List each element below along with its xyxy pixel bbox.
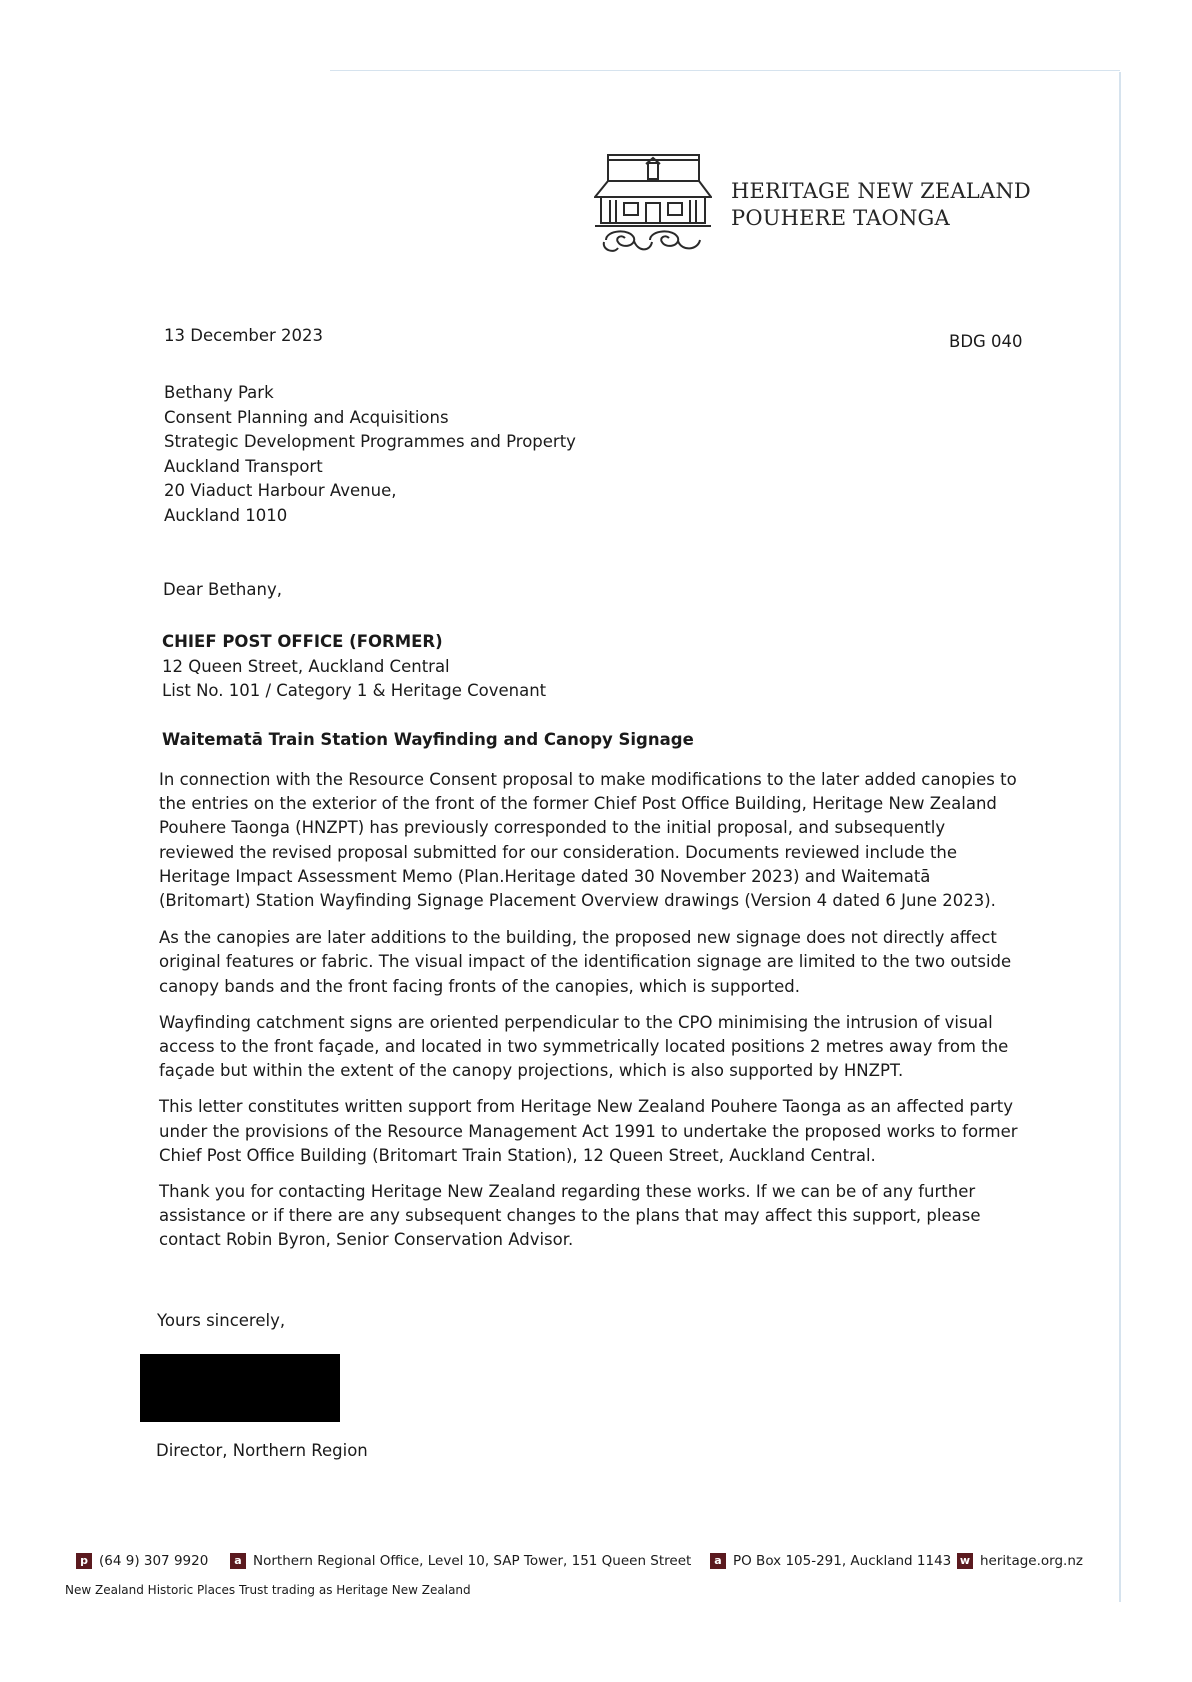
body-line: This letter constitutes written support from Heritage New Zealand Pouhere Taonga as an affected party <box>159 1097 1014 1117</box>
body-paragraph <box>159 926 1019 999</box>
recipient-line: Auckland Transport <box>164 456 323 476</box>
closing: Yours sincerely, <box>157 1311 286 1330</box>
phone-number: (64 9) 307 9920 <box>99 1553 209 1569</box>
body-line: the entries on the exterior of the front of the former Chief Post Office Building, Heritage New Zealand <box>159 794 997 814</box>
address-icon: a <box>230 1553 246 1569</box>
recipient-line: Auckland 1010 <box>164 505 288 525</box>
recipient-address <box>164 381 576 528</box>
body-paragraph <box>159 1180 1019 1253</box>
office-address: Northern Regional Office, Level 10, SAP Tower, 151 Queen Street <box>253 1553 692 1569</box>
scan-edge-top <box>330 70 1120 71</box>
phone-icon: p <box>76 1553 92 1569</box>
footer-po-box <box>710 1553 951 1569</box>
body-line: (Britomart) Station Wayfinding Signage Placement Overview drawings (Version 4 dated 6 June 2023). <box>159 891 996 911</box>
body-line: As the canopies are later additions to the building, the proposed new signage does not directly affect <box>159 928 997 948</box>
body-line: under the provisions of the Resource Management Act 1991 to undertake the proposed works to former <box>159 1121 1018 1141</box>
body-paragraph <box>159 1011 1019 1084</box>
recipient-line: Bethany Park <box>164 383 274 402</box>
property-listing: List No. 101 / Category 1 & Heritage Covenant <box>162 681 547 700</box>
body-line: Wayfinding catchment signs are oriented perpendicular to the CPO minimising the intrusion of visual <box>159 1012 993 1032</box>
recipient-line: 20 Viaduct Harbour Avenue, <box>164 481 397 500</box>
body-line: reviewed the revised proposal submitted for our consideration. Documents reviewed include the <box>159 842 958 862</box>
website: heritage.org.nz <box>980 1553 1083 1569</box>
body-line: assistance or if there are any subsequent changes to the plans that may affect this support, please <box>159 1206 981 1226</box>
letter-date: 13 December 2023 <box>164 326 324 345</box>
body-paragraph <box>159 768 1019 913</box>
body-line: access to the front façade, and located in two symmetrically located positions 2 metres away from the <box>159 1037 1009 1057</box>
property-block <box>162 630 546 704</box>
body-line: Heritage Impact Assessment Memo (Plan.Heritage dated 30 November 2023) and Waitematā <box>159 866 931 886</box>
trading-note: New Zealand Historic Places Trust trading as Heritage New Zealand <box>65 1583 471 1597</box>
body-line: original features or fabric. The visual impact of the identification signage are limited to the two outside <box>159 952 1012 972</box>
heritage-logo-icon <box>594 152 712 256</box>
signature-redaction <box>140 1354 340 1422</box>
property-address: 12 Queen Street, Auckland Central <box>162 656 450 676</box>
org-name-line-1: HERITAGE NEW ZEALAND <box>731 179 1031 203</box>
organisation-name <box>731 178 1031 232</box>
mail-address-icon: a <box>710 1553 726 1569</box>
body-line: contact Robin Byron, Senior Conservation Advisor. <box>159 1230 574 1250</box>
footer-website <box>957 1553 1083 1569</box>
body-line: Pouhere Taonga (HNZPT) has previously corresponded to the initial proposal, and subsequently <box>159 818 946 838</box>
org-name-line-2: POUHERE TAONGA <box>731 206 950 230</box>
po-box: PO Box 105-291, Auckland 1143 <box>733 1553 952 1569</box>
footer-phone <box>76 1553 208 1569</box>
reference-number: BDG 040 <box>949 332 1023 351</box>
recipient-line: Strategic Development Programmes and Property <box>164 432 576 451</box>
subject-heading: Waitematā Train Station Wayfinding and Canopy Signage <box>162 730 694 749</box>
body-line: canopy bands and the front facing fronts of the canopies, which is supported. <box>159 976 800 996</box>
footer-office <box>230 1553 691 1569</box>
letter-body <box>159 768 1019 1265</box>
salutation: Dear Bethany, <box>163 580 282 599</box>
body-line: In connection with the Resource Consent proposal to make modifications to the later added canopies to <box>159 770 1017 789</box>
signer-title: Director, Northern Region <box>156 1441 368 1460</box>
web-icon: w <box>957 1553 973 1569</box>
recipient-line: Consent Planning and Acquisitions <box>164 407 449 427</box>
body-paragraph <box>159 1095 1019 1168</box>
body-line: façade but within the extent of the canopy projections, which is also supported by HNZPT. <box>159 1061 904 1081</box>
property-name: CHIEF POST OFFICE (FORMER) <box>162 632 443 651</box>
scan-edge-right <box>1119 72 1121 1602</box>
body-line: Thank you for contacting Heritage New Zealand regarding these works. If we can be of any further <box>159 1182 976 1202</box>
body-line: Chief Post Office Building (Britomart Train Station), 12 Queen Street, Auckland Central. <box>159 1145 876 1165</box>
